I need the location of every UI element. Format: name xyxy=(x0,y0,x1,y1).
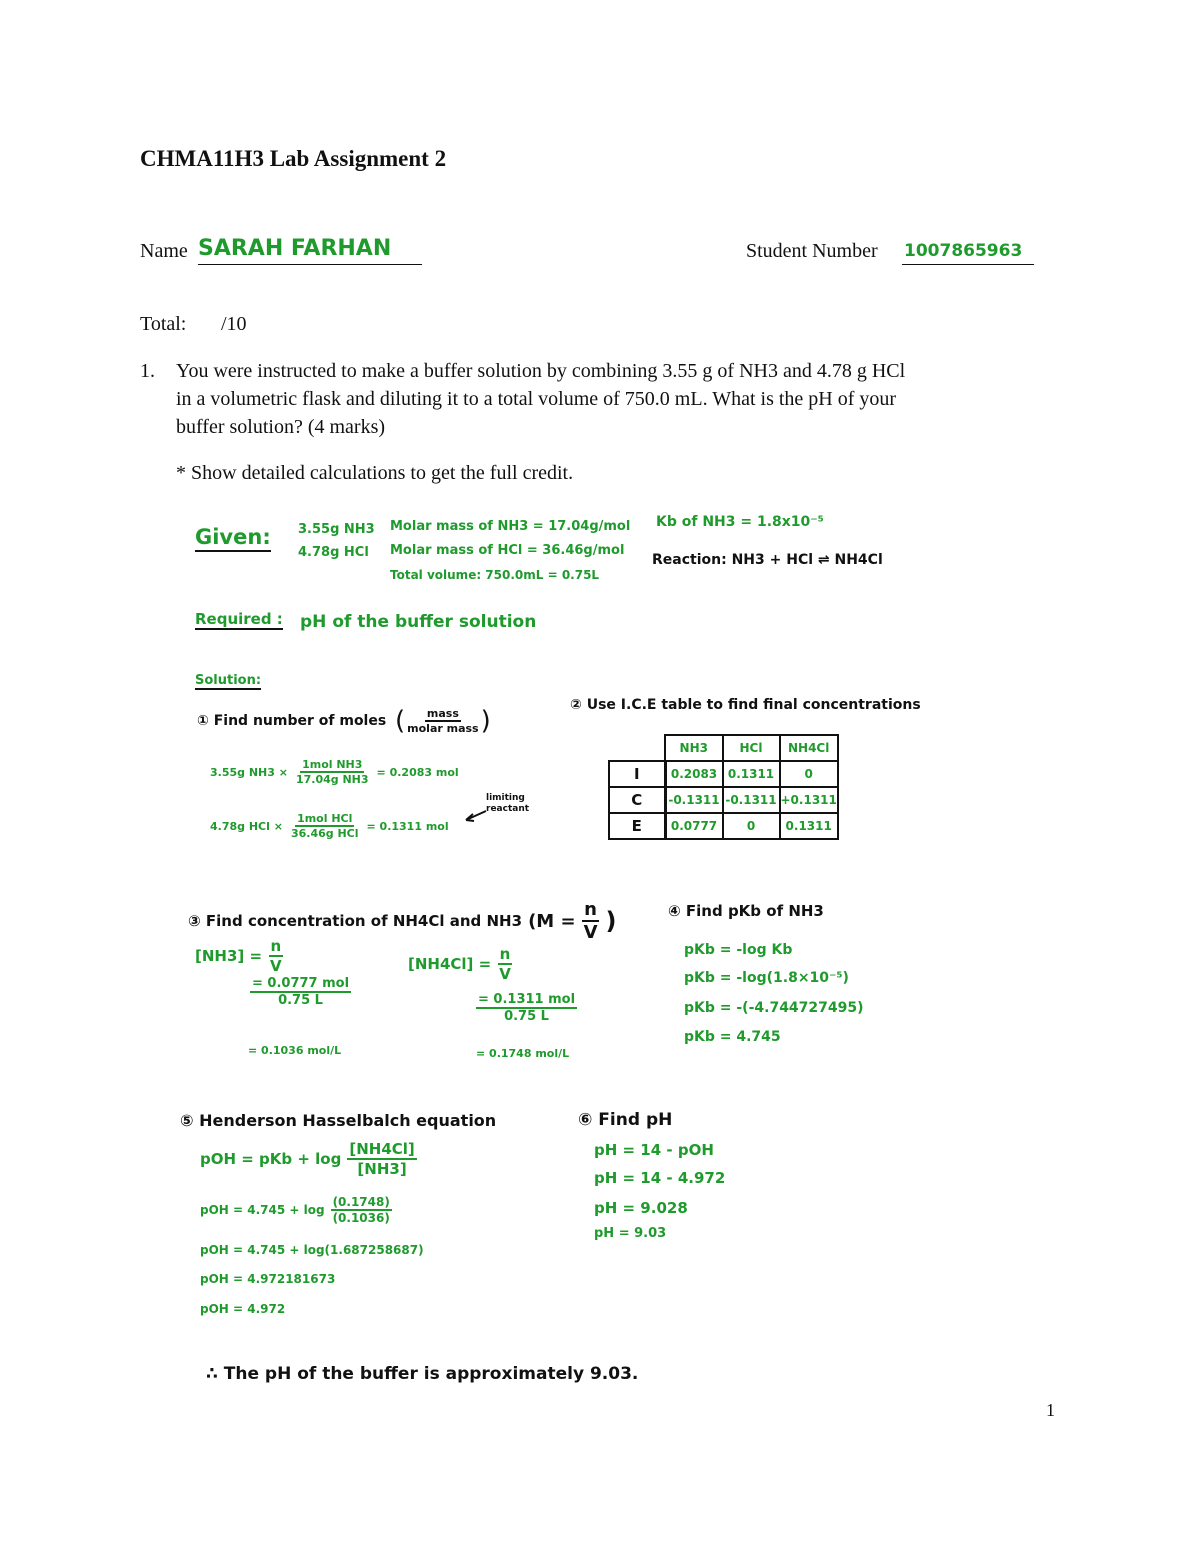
step1-hcl-num: 1mol HCl xyxy=(297,812,353,825)
hh-1-den: [NH3] xyxy=(357,1160,407,1178)
ice-header: NH4Cl xyxy=(780,735,838,761)
step1-nh3-den: 17.04g NH3 xyxy=(295,773,369,786)
reaction-equation: Reaction: NH3 + HCl ⇌ NH4Cl xyxy=(652,552,883,568)
ph-line-4: pH = 9.03 xyxy=(594,1226,667,1241)
step1-formula-num: mass xyxy=(426,707,459,720)
limiting-reactant-line1: limiting xyxy=(486,793,525,803)
ice-row-change xyxy=(609,787,838,813)
molar-mass-hcl: Molar mass of HCl = 36.46g/mol xyxy=(390,543,625,558)
ice-cell: 0 xyxy=(723,813,780,839)
step1-formula-den: molar mass xyxy=(407,722,479,735)
name-value: SARAH FARHAN xyxy=(198,236,392,261)
hh-2-den: (0.1036) xyxy=(332,1211,390,1225)
ice-row-label: I xyxy=(609,761,665,787)
ice-row-label: C xyxy=(609,787,665,813)
nh4cl-conc-label: [NH4Cl] = xyxy=(408,955,492,973)
step1-calc-nh3 xyxy=(210,758,459,786)
ice-cell: -0.1311 xyxy=(665,787,723,813)
nh4cl-conc-step-num: = 0.1311 mol xyxy=(478,992,576,1007)
nh4cl-conc-den: V xyxy=(499,965,511,983)
pkb-line-4: pKb = 4.745 xyxy=(684,1029,781,1045)
ice-header: NH3 xyxy=(665,735,723,761)
ice-cell: -0.1311 xyxy=(723,787,780,813)
ice-header-row xyxy=(609,735,838,761)
step3-formula-den: V xyxy=(583,922,598,943)
total-value: /10 xyxy=(221,313,247,335)
hh-line-1 xyxy=(200,1140,417,1178)
question-line-3: buffer solution? (4 marks) xyxy=(176,416,386,438)
given-label: Given: xyxy=(195,525,271,552)
step2-title: ② Use I.C.E table to find final concentrations xyxy=(570,697,921,713)
nh4cl-conc-num: n xyxy=(499,945,511,963)
required-label: Required : xyxy=(195,610,283,628)
ph-line-2: pH = 14 - 4.972 xyxy=(594,1169,726,1187)
given-mass-nh3: 3.55g NH3 xyxy=(298,522,375,537)
ice-cell: 0 xyxy=(780,761,838,787)
limiting-reactant-line2: reactant xyxy=(486,804,530,814)
step3-formula-num: n xyxy=(584,899,597,920)
step3-title: ③ Find concentration of NH4Cl and NH3 xyxy=(188,912,523,930)
nh3-conc-step xyxy=(250,976,351,1008)
step1-hcl-mass: 4.78g HCl × xyxy=(210,819,283,833)
nh3-concentration xyxy=(195,937,284,975)
hh-line-5: pOH = 4.972 xyxy=(200,1302,286,1316)
nh3-conc-step-den: 0.75 L xyxy=(278,993,323,1008)
nh3-conc-result: = 0.1036 mol/L xyxy=(248,1044,342,1057)
pkb-line-3: pKb = -(-4.744727495) xyxy=(684,1000,864,1016)
nh4cl-concentration xyxy=(408,945,513,983)
name-label: Name xyxy=(140,240,188,262)
nh3-conc-step-num: = 0.0777 mol xyxy=(252,976,350,991)
nh4cl-conc-step xyxy=(476,992,577,1024)
conclusion: ∴ The pH of the buffer is approximately 9.03. xyxy=(206,1364,639,1384)
nh4cl-conc-result: = 0.1748 mol/L xyxy=(476,1047,570,1060)
ice-cell: +0.1311 xyxy=(780,787,838,813)
step1-hcl-result: = 0.1311 mol xyxy=(366,819,449,833)
ph-line-3: pH = 9.028 xyxy=(594,1199,688,1217)
page-number: 1 xyxy=(1046,1400,1055,1420)
question-line-2: in a volumetric flask and diluting it to a total volume of 750.0 mL. What is the pH of your xyxy=(176,388,897,410)
hh-2-num: (0.1748) xyxy=(332,1195,390,1209)
document-title: CHMA11H3 Lab Assignment 2 xyxy=(140,146,447,171)
ice-row-equilibrium xyxy=(609,813,838,839)
nh3-conc-num: n xyxy=(270,937,282,955)
step4-title: ④ Find pKb of NH3 xyxy=(668,902,824,920)
total-label: Total: xyxy=(140,313,187,335)
hh-line-4: pOH = 4.972181673 xyxy=(200,1272,336,1286)
ice-corner xyxy=(609,735,665,761)
limiting-arrow-icon xyxy=(462,808,488,824)
step3-heading: ③ Find concentration of NH4Cl and NH3 (M = $\frac{n}{V}$ ) xyxy=(188,899,617,943)
ice-cell: 0.2083 xyxy=(665,761,723,787)
step6-title: ⑥ Find pH xyxy=(578,1110,673,1130)
hh-1-lhs: pOH = pKb + log xyxy=(200,1150,342,1168)
pkb-line-2: pKb = -log(1.8×10⁻⁵) xyxy=(684,970,849,986)
step1-nh3-result: = 0.2083 mol xyxy=(376,765,459,779)
given-mass-hcl: 4.78g HCl xyxy=(298,545,369,560)
kb-value: Kb of NH3 = 1.8x10⁻⁵ xyxy=(656,514,824,530)
ice-row-initial xyxy=(609,761,838,787)
step1-title: ① Find number of moles xyxy=(197,713,387,729)
hh-1-num: [NH4Cl] xyxy=(349,1140,415,1158)
question-line-1: You were instructed to make a buffer solution by combining 3.55 g of NH3 and 4.78 g HCl xyxy=(176,360,906,382)
question-number: 1. xyxy=(140,360,155,382)
nh3-conc-label: [NH3] = xyxy=(195,947,263,965)
student-number-field xyxy=(902,238,1034,265)
molar-mass-nh3: Molar mass of NH3 = 17.04g/mol xyxy=(390,519,631,534)
hh-line-2 xyxy=(200,1195,392,1225)
ph-line-1: pH = 14 - pOH xyxy=(594,1141,714,1159)
step1-nh3-mass: 3.55g NH3 × xyxy=(210,765,288,779)
required-text: pH of the buffer solution xyxy=(300,612,537,632)
step5-title: ⑤ Henderson Hasselbalch equation xyxy=(180,1111,497,1130)
student-number-value: 1007865963 xyxy=(904,241,1023,261)
limiting-reactant-note xyxy=(486,793,529,815)
hh-line-3: pOH = 4.745 + log(1.687258687) xyxy=(200,1243,424,1257)
step1-hcl-den: 36.46g HCl xyxy=(290,827,359,840)
ice-row-label: E xyxy=(609,813,665,839)
total-volume: Total volume: 750.0mL = 0.75L xyxy=(390,568,600,582)
instruction-note: * Show detailed calculations to get the full credit. xyxy=(176,462,574,484)
step1-formula: ( $\frac{\text{mass}}{\text{molar mass}}$ ) xyxy=(395,706,491,736)
solution-label: Solution: xyxy=(195,673,262,688)
pkb-line-1: pKb = -log Kb xyxy=(684,942,793,958)
ice-cell: 0.1311 xyxy=(723,761,780,787)
student-number-label: Student Number xyxy=(746,240,878,262)
ice-header: HCl xyxy=(723,735,780,761)
name-field xyxy=(198,236,422,265)
nh4cl-conc-step-den: 0.75 L xyxy=(504,1009,549,1024)
ice-cell: 0.1311 xyxy=(780,813,838,839)
hh-2-lhs: pOH = 4.745 + log xyxy=(200,1203,325,1217)
step3-formula: (M = xyxy=(528,910,576,932)
step1-nh3-num: 1mol NH3 xyxy=(302,758,363,771)
nh3-conc-den: V xyxy=(270,957,282,975)
ice-table xyxy=(608,734,839,840)
ice-cell: 0.0777 xyxy=(665,813,723,839)
step1-calc-hcl xyxy=(210,812,449,840)
